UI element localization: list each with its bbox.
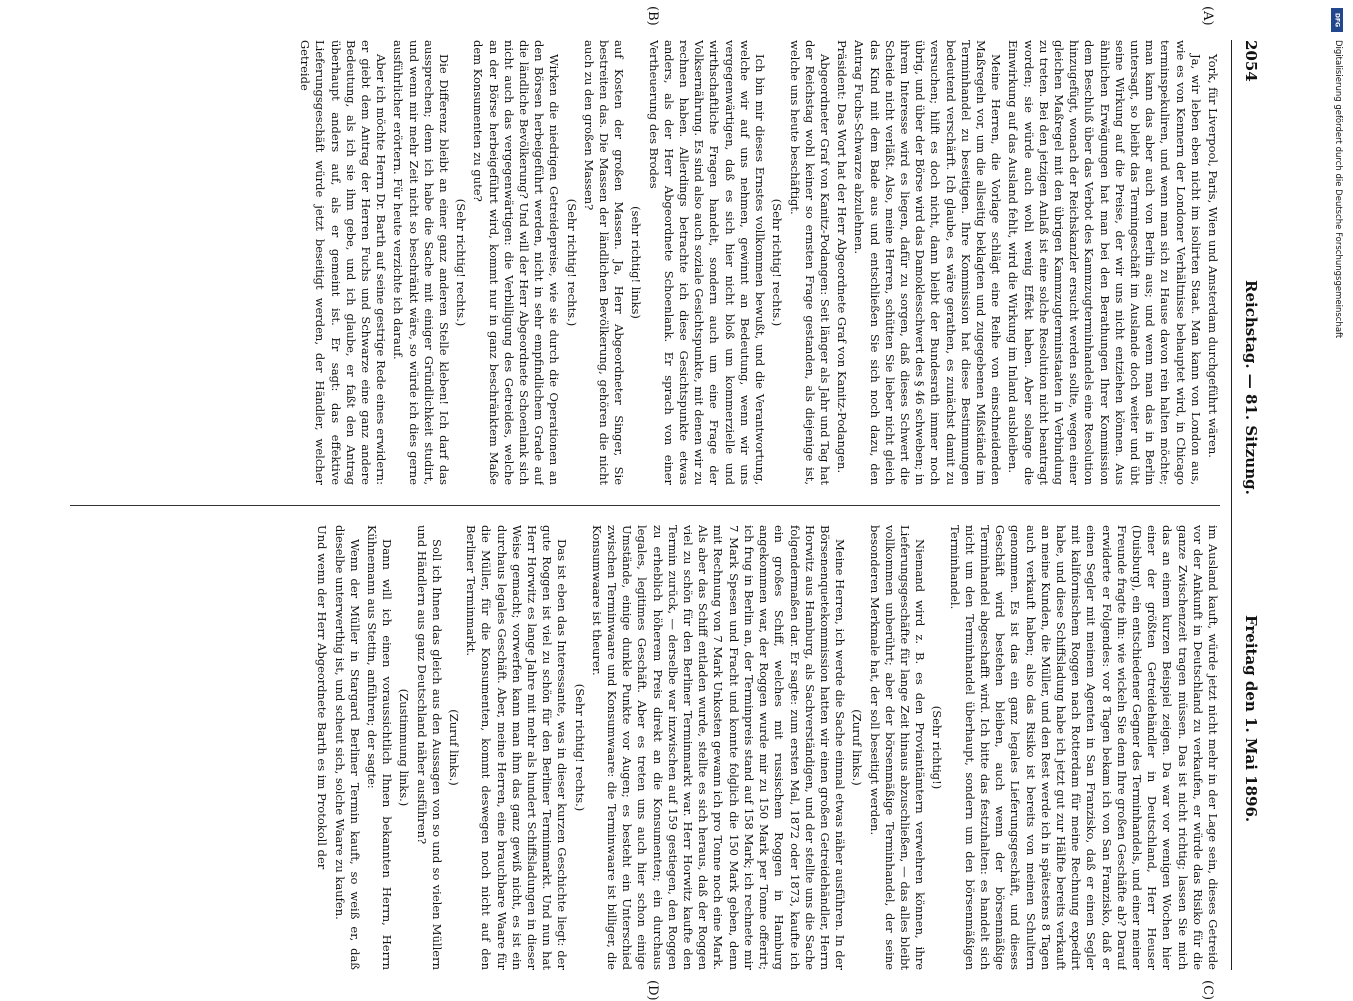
credit-text: Digitalisierung gefördert durch die Deutsche Forschungsgemeinschaft (1333, 40, 1343, 339)
margin-letter-c: (C) (1200, 980, 1215, 1001)
paragraph: Abgeordneter Graf von Kanitz-Podangen: Seit länger als Jahr und Tag hat der Reichstag wohl keiner so ernsten Frage gestanden, als diejenige ist, welche uns heute beschäftigt. (787, 40, 832, 485)
interjection: (Sehr richtig! rechts.) (770, 198, 785, 327)
margin-letter-d: (D) (645, 980, 660, 1001)
margin-letter-a: (A) (1200, 6, 1215, 26)
page-header (1234, 40, 1260, 970)
paragraph: Die Differenz bleibt an einer ganz anderen Stelle kleben! Ich darf das aussprechen; denn ich habe die Sache mit einiger Gründlichkeit studirt, und wenn mir mehr Zeit nicht so beschränkt wäre, so würde ich dies gerne ausführlicher erörtern. Für heute verzichte ich darauf. (391, 40, 452, 485)
paragraph: Wirken die niedrigen Getreidepreise, wie sie durch die Operationen an den Börsen herbeigeführt werden, nicht in sehr empfindlichem Grade auf die ländliche Bevölkerung? Und will der Herr Abgeordnete Schoenlank sich nicht auch das vergegenwärtigen: die Verbilligung des Getreides, welche an der Börse herbeigeführt wird, kommt nur in ganz beschränktem Maße dem Konsumenten zu gute? (471, 40, 562, 485)
column-divider (70, 505, 1220, 506)
paragraph: Dann will ich einen voraussichtlich Ihnen bekannten Herrn, Herrn Kühnemann aus Stettin, anführen; der sagte: (365, 525, 395, 970)
paragraph: Das ist eben das Interessante, was in dieser kurzen Geschichte liegt: der gute Roggen ist viel zu schön für den Berliner Terminmarkt. Und nun hat Herr Horwitz es lange Jahre mit mehr als hundert Schiffsladungen in dieser Weise gemacht; vorwerfen kann man ihm das ganz gewiß nicht, es ist ein durchaus legales Geschäft. Aber, meine Herren, eine brauchbare Waare für die Müller, für die Konsumenten, kommt deswegen noch nicht auf den Berliner Terminmarkt. (464, 525, 570, 970)
interjection: (Zustimmung links.) (397, 688, 412, 807)
paragraph: Niemand wird z. B. es den Proviantämtern verwehren können, ihre Lieferungsgeschäfte für lange Zeit hinaus abzuschließen, — das alles bleibt vollkommen unberührt; aber der börsenmäßige Terminhandel, der seine besonderen Merkmale hat, der soll beseitigt werden. (867, 525, 928, 970)
paragraph: York, für Liverpool, Paris, Wien und Amsterdam durchgeführt wären. (1206, 54, 1220, 458)
header-left-title: Reichstag. — 81. Sitzung. (1242, 280, 1260, 495)
interjection: (Sehr richtig!) (930, 705, 945, 790)
paragraph: im Ausland kauft, würde jetzt nicht mehr in der Lage sein, dieses Getreide vor der Ankunft in Deutschland zu verkaufen, er würde das Risiko für die ganze Zwischenzeit tragen müssen. Das ist nicht richtig; lassen Sie mich das an einem kurzen Beispiel zeigen. Da war vor wenigen Wochen hier einer der größten Getreidehändler in Deutschland, Herr Heuser (Duisburg), ein entschiedener Gegner des Terminhandels, und einer meiner Freunde fragte ihn: wie wickeln Sie denn Ihre großen Geschäfte ab? Darauf erwiderte er Folgendes: vor 8 Tagen bekam ich von San Franzisko, daß er einen Segler mit meinem Agenten in San Franzisko, daß er einen Segler mit kalifornischem Roggen nach Rotterdam für meine Rechnung expedirt habe, und diese Schiffsladung habe ich jetzt gut zur Hälfte bereits verkauft an meine Kunden, die Müller, und den Rest werde ich in spätestens 8 Tagen auch verkauft haben; also das Risiko ist bereits von meinen Schultern genommen. Es ist das ein ganz legales Lieferungsgeschäft, und dieses Geschäft wird bestehen bleiben, auch wenn der börsenmäßige Terminhandel abgeschafft wird. Ich bitte das festzuhalten: es handelt sich nicht um den Terminhandel überhaupt, sondern um den börsenmäßigen Terminhandel. (947, 525, 1220, 970)
interjection: (Zuruf links.) (850, 709, 865, 786)
paragraph: Aber ich möchte Herrn Dr. Barth auf seine gestrige Rede eines erwidern: er giebt dem Antrag der Herren Fuchs und Schwarze eine ganz andere Bedeutung, als ich sie ihm gebe, und ich glaube, er faßt den Antrag überhaupt anders auf, als er gemeint ist. Er sagt: das effektive Lieferungsgeschäft würde jetzt beseitigt werden, der Händler, welcher Getreide (298, 40, 389, 485)
left-column (70, 40, 1220, 485)
digitization-credit (1329, 0, 1347, 1000)
paragraph: Und wenn der Herr Abgeordnete Barth es im Protokoll der (315, 525, 330, 870)
interjection: (Zuruf links.) (447, 709, 462, 786)
right-column (70, 525, 1220, 970)
header-rule (1231, 40, 1232, 970)
paragraph: Soll ich Ihnen das gleich aus den Aussagen von so und so vielen Müllern und Händlern aus ganz Deutschland näher ausführen? (414, 525, 444, 970)
header-right-title: Freitag den 1. Mai 1896. (1242, 615, 1260, 823)
interjection: (sehr richtig! links) (629, 206, 644, 319)
page-number: 2054 (1242, 40, 1260, 82)
quotation: Wenn der Müller in Stargard Berliner Termin kauft, so weiß er, daß dieselbe unterwerthig ist, und scheut sich, solche Waare zu kaufen. (332, 525, 362, 970)
newspaper-page (40, 6, 1260, 1001)
paragraph: Meine Herren, ich werde die Sache einmal etwas näher ausführen. In der Börsenenquetekommission hatten wir einen großen Getreidehändler, Herrn Horwitz aus Hamburg, als Sachverständigen, und der stellte uns die Sache folgendermaßen dar. Er sagte: zum ersten Mal, 1872 oder 1873, kaufte ich ein großes Schiff, welches mit russischem Roggen in Hamburg angekommen war, der Roggen wurde mir zu 150 Mark per Tonne offerirt; ich frug in Berlin an, der Terminpreis stand auf 158 Mark; ich rechnete mir 7 Mark Spesen und Fracht und konnte folglich die 150 Mark geben, denn mit Rechnung von 7 Mark Unkosten gewann ich pro Tonne noch eine Mark. Als aber das Schiff entladen wurde, stellte es sich heraus, daß der Roggen viel zu schön für den Berliner Terminmarkt war. Herr Horwitz kaufte den Termin zurück, — derselbe war inzwischen auf 159 gestiegen, den Roggen zu erheblich höherem Preis direkt an die Konsumenten; ein durchaus legales, legitimes Geschäft. Aber es treten uns auch hier schon einige Umstände, einige dunkle Punkte vor Augen; es besteht ein Unterschied zwischen Terminwaare und Konsumwaare: die Terminwaare ist billiger, die Konsumwaare ist theurer. (589, 525, 848, 970)
paragraph: Meine Herren, die Vorlage schlägt eine Reihe von einschneidenden Maßregeln vor, um die allseitig beklagten und zugegebenen Mißstände im Terminhandel zu beseitigen. Ihre Kommission hat diese Bestimmungen bedeutend verschärft. Ich glaube, es wäre gerathen, es zunächst damit zu versuchen; hilft es doch nicht, dann bleibt der Bundesrath immer noch übrig, und über der Börse wird das Damoklesschwert des § 46 schweben; in ihrem Interesse wird es liegen, dafür zu sorgen, daß dieses Schwert die Scheide nicht verläßt. Also, meine Herren, schütten Sie lieber nicht gleich das Kind mit dem Bade aus und entschließen Sie sich noch dazu, den Antrag Fuchs-Schwarze abzulehnen. (852, 40, 1004, 485)
interjection: (Sehr richtig! rechts.) (572, 683, 587, 812)
paragraph: Ja, wir leben eben nicht im isolirten Staat. Man kann von London aus, wie es von Kennern der Londoner Verhältnisse behauptet wird, in Chicago terminspekuliren, und wenn man sich zu Hause davon rein halten möchte; man kann das aber auch von Berlin aus; und wenn man das in Berlin untersagt, so bleibt das Termingeschäft im Auslande doch weiter und übt seine Wirkung auf die Preise, der wir uns nicht entziehen können. Aus ähnlichen Erwägungen hat man bei den Berathungen Ihrer Kommission dem Beschluß über das Verbot des Kammzugterminhandels eine Resolution hinzugefügt, wonach der Reichskanzler ersucht werden sollte, wegen einer gleichen Maßregel mit den übrigen Kammzugterminstaaten in Verbindung zu treten. Bei den jetzigen Anlaß ist eine solche Resolution nicht beantragt worden; sie würde auch wohl wenig Effekt haben. Aber solange die Einwirkung auf das Ausland fehlt, wird die Wirkung im Inland ausbleiben. (1006, 40, 1203, 485)
interjection: (Sehr richtig! rechts.) (564, 198, 579, 327)
dfg-logo: DFG (1331, 8, 1343, 32)
paragraph: auf Kosten der großen Massen. Ja, Herr Abgeordneter Singer, Sie bestreiten das. Die Massen der ländlichen Bevölkerung, gehören die nicht auch zu den großen Massen? (581, 40, 627, 485)
interjection: (Sehr richtig! rechts.) (454, 198, 469, 327)
paragraph: Ich bin mir dieses Ernstes vollkommen bewußt, und die Verantwortung, welche wir auf uns nehmen, gewinnt an Bedeutung, wenn wir uns vergegenwärtigen, daß es sich hier nicht bloß um kommerzielle und wirthschaftliche Fragen handelt, sondern auch um eine Frage der Volksernährung. Es sind also auch soziale Gesichtspunkte, mit denen wir zu rechnen haben. Allerdings betrachte ich diese Gesichtspunkte etwas anders, als der Herr Abgeordnete Schoenlank. Er sprach von einer Vertheuerung des Brodes (646, 40, 768, 485)
paragraph: Präsident: Das Wort hat der Herr Abgeordnete Graf von Kanitz-Podangen. (835, 40, 850, 474)
margin-letter-b: (B) (645, 6, 660, 26)
